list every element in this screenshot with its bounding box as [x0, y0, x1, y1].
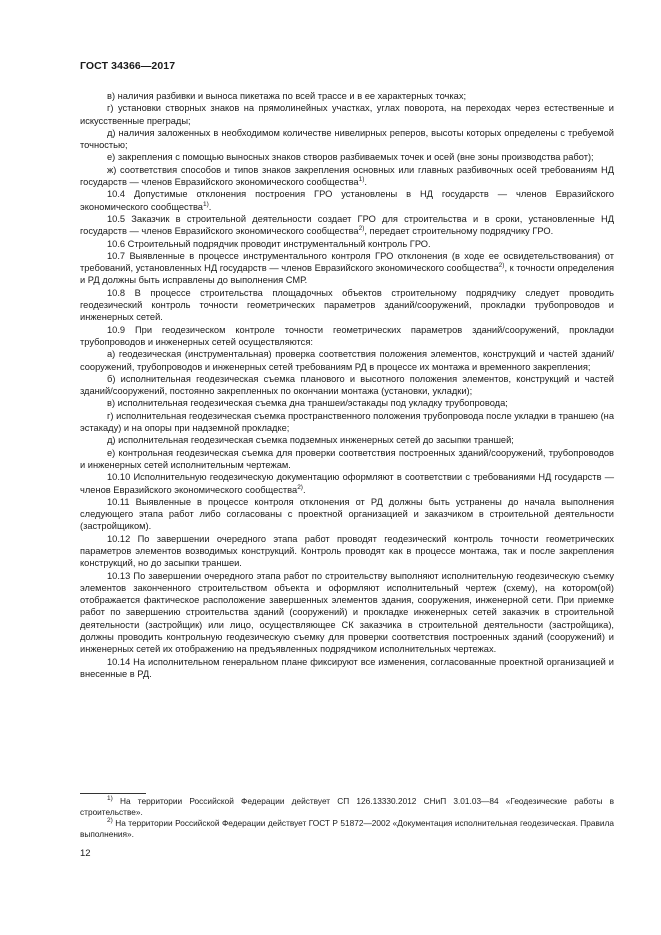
footnote-reference: 2) [498, 262, 505, 270]
body-paragraph [80, 127, 614, 152]
paragraph-text: 10.13 По завершении очередного этапа работ по строительству выполняют исполнительную геодезическую съемку элементов законченного строительством объекта и оформляют исполнительный чертеж (схему), на котором(ой) отображается фактическое расположение завершенных элементов здания, сооружения, инженерной сети. При приемке работ по завершению строительства зданий (сооружений) и прокладке инженерных сетей заказчик в строительной деятельности (застройщик) или лицо, осуществляющее СК заказчика в строительной деятельности (застройщика), должны проводить контрольную геодезическую съемку для проверки соответствия построенных зданий (сооружений) и инженерных сетей их отображению на предъявленных подрядчиком исполнительных чертежах. [80, 570, 614, 655]
paragraph-text: 10.14 На исполнительном генеральном плане фиксируют все изменения, согласованные проектной организацией и внесенные в РД. [80, 656, 614, 679]
paragraph-text: б) исполнительная геодезическая съемка планового и высотного положения элементов, конструкций и частей зданий/сооружений, постоянно закрепленных по окончании монтажа (установки, укладки); [80, 373, 614, 397]
footnote-reference: 2) [297, 483, 303, 491]
body-paragraph [80, 447, 614, 472]
body-paragraph [80, 348, 614, 373]
body-paragraph [80, 533, 614, 570]
footnote-marker: 2) [107, 817, 113, 825]
body-paragraph [80, 250, 614, 287]
paragraph-text: 10.5 Заказчик в строительной деятельности создает ГРО для строительства и в сроки, установленные НД государств — членов Евразийского экономического сообщества [80, 213, 614, 237]
footnote-text: На территории Российской Федерации действует СП 126.13330.2012 СНиП 3.01.03—84 «Геодезические работы в строительстве». [80, 796, 615, 817]
footnote-marker: 1) [107, 795, 113, 802]
body-paragraph [80, 373, 614, 398]
paragraph-text: а) геодезическая (инструментальная) проверка соответствия положения элементов, конструкций и частей зданий/сооружений, трубопроводов и инженерных сетей требованиям РД в процессе их монтажа и временного закрепления; [80, 349, 614, 372]
body-paragraph [80, 238, 614, 250]
paragraph-text: 10.10 Исполнительную геодезическую документацию оформляют в соответствии с требованиями НД государств — членов Евразийского экономического сообщества [80, 472, 614, 495]
footnote-text: На территории Российской Федерации действует ГОСТ Р 51872—2002 «Документация исполнительная геодезическая. Правила выполнения». [80, 818, 615, 839]
paragraph-text: г) установки створных знаков на прямолинейных участках, углах поворота, на переходах через естественные и искусственные преграды; [80, 103, 614, 126]
footnote [80, 796, 614, 817]
paragraph-text: 10.6 Строительный подрядчик проводит инструментальный контроль ГРО. [107, 238, 431, 249]
paragraph-text: г) исполнительная геодезическая съемка пространственного положения трубопровода после укладки в траншею (на эстакаду) и на опоры при надземной прокладке; [80, 410, 614, 434]
paragraph-text: в) исполнительная геодезическая съемка дна траншеи/эстакады под укладку трубопровода; [107, 398, 508, 409]
body-paragraph [80, 102, 614, 127]
footnote-divider [80, 793, 146, 794]
body-paragraph [80, 410, 614, 435]
paragraph-text-tail: , передает строительному подрядчику ГРО. [364, 226, 554, 237]
paragraph-text: ж) соответствия способов и типов знаков закрепления основных или главных разбивочных осей требованиям НД государств — членов Евразийского экономического сообщества [80, 164, 614, 188]
body-paragraph [80, 164, 614, 189]
body-paragraph [80, 656, 614, 681]
body-paragraph [80, 188, 614, 213]
paragraph-text: д) наличия заложенных в необходимом количестве нивелирных реперов, высоты которых определены с требуемой точностью; [80, 127, 614, 151]
paragraph-text: е) контрольная геодезическая съемка для проверки соответствия построенных зданий/сооружений, трубопроводов и инженерных сетей исполнительным чертежам. [80, 447, 614, 470]
page-number: 12 [80, 848, 91, 859]
paragraph-text: е) закрепления с помощью выносных знаков створов разбиваемых точек и осей (вне зоны производства работ); [107, 152, 594, 163]
paragraph-text: д) исполнительная геодезическая съемка подземных инженерных сетей до засыпки траншей; [107, 435, 514, 446]
paragraph-text-tail: . [364, 177, 367, 188]
body-text [80, 90, 614, 680]
footnote [80, 818, 614, 839]
body-paragraph [80, 496, 614, 533]
footnotes [80, 796, 614, 840]
body-paragraph [80, 471, 614, 496]
body-paragraph [80, 213, 614, 238]
paragraph-text-tail: . [208, 201, 212, 212]
body-paragraph [80, 570, 614, 656]
paragraph-text: в) наличия разбивки и выноса пикетажа по всей трассе и в ее характерных точках; [107, 91, 467, 101]
paragraph-text: 10.11 Выявленные в процессе контроля отклонения от РД должны быть устранены до начала выполнения следующего этапа работ либо согласованы с проектной организацией и заказчиком в строительной деятельности (застройщиком). [80, 496, 614, 532]
footnote-reference: 1) [358, 176, 365, 184]
paragraph-text: 10.12 По завершении очередного этапа работ проводят геодезический контроль точности геометрических параметров элементов возводимых конструкций. Контроль проводят как в процессе монтажа, так и после закрепления конструкций, но до засыпки траншеи. [80, 533, 614, 569]
footnote-reference: 2) [358, 225, 365, 233]
body-paragraph [80, 90, 614, 102]
body-paragraph [80, 151, 614, 163]
footnote-reference: 1) [202, 200, 209, 208]
paragraph-text: 10.8 В процессе строительства площадочных объектов строительному подрядчику следует проводить геодезический контроль точности геометрических параметров зданий/сооружений, прокладки трубопроводов и инженерных сетей. [80, 287, 614, 323]
paragraph-text-tail: , к точности определения и РД должны быть исправлены до выполнения СМР. [80, 263, 614, 286]
paragraph-text: 10.7 Выявленные в процессе инструментального контроля ГРО отклонения (в ходе ее освидетельствования) от требований, установленных НД государств — членов Евразийского экономического сообщества [80, 250, 614, 274]
body-paragraph [80, 434, 614, 446]
body-paragraph [80, 287, 614, 324]
body-paragraph [80, 397, 614, 409]
paragraph-text: 10.9 При геодезическом контроле точности геометрических параметров зданий/сооружений, прокладки трубопроводов и инженерных сетей осуществляются: [80, 324, 614, 347]
paragraph-text: 10.4 Допустимые отклонения построения ГРО установлены в НД государств — членов Евразийского экономического сообщества [80, 189, 614, 212]
body-paragraph [80, 324, 614, 349]
standard-code-header: ГОСТ 34366—2017 [80, 60, 176, 72]
paragraph-text-tail: . [302, 484, 306, 495]
